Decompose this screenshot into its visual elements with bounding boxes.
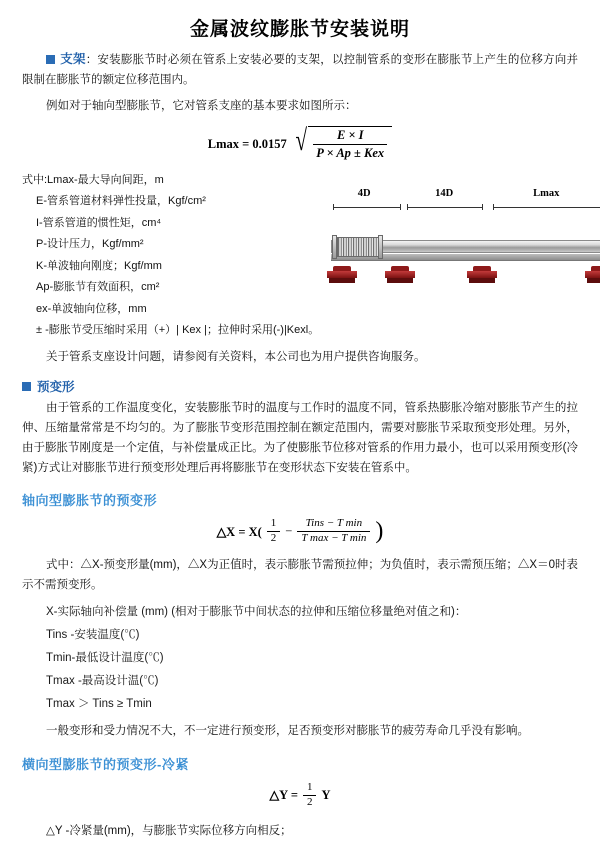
lateral-formula-lhs: △Y = xyxy=(269,788,298,803)
lmax-formula-numerator: E × I xyxy=(313,127,387,145)
axial-formula-half: $\frac{1}{2}$ xyxy=(267,517,281,546)
legend-and-diagram-row xyxy=(22,170,578,342)
predeform-section-para1: 由于管系的工作温度变化，安装膨胀节时的温度与工作时的温度不同，管系热膨胀冷缩对膨胀节产生的拉伸、压缩量常常是不均匀的。为了膨胀节变形范围控制在额定范围内，需要对膨胀节采取预变形处理。另外，由于膨胀节刚度是一个定值，与补偿量成正比。为了使膨胀节位移对管系的作用力最小，也可以采用预变形(冷紧)方式让对膨胀节进行预变形处理后再将膨胀节在变形状态下安装在管系中。 xyxy=(22,402,578,474)
diagram-label-14d: 14D xyxy=(435,188,454,200)
axial-where-para: 式中：△X-预变形量(mm)，△X为正值时，表示膨胀节需预拉伸；为负值时，表示需预压缩；△X＝0时表示不需预变形。 xyxy=(22,558,578,591)
diagram-column xyxy=(323,170,600,298)
predeform-section-heading-label: 预变形 xyxy=(37,380,75,395)
blue-square-bullet-icon xyxy=(46,55,55,64)
axial-tail-para: 一般变形和受力情况不大，不一定进行预变形，足否预变形对膨胀节的疲劳寿命几乎没有影响。 xyxy=(46,725,529,738)
legend-item: Ap-膨胀节有效面积，cm² xyxy=(36,281,160,294)
support-section-para2: 例如对于轴向型膨胀节，它对管系支座的基本要求如图所示： xyxy=(46,99,357,112)
legend-item: K-单波轴向刚度；Kgf/mm xyxy=(36,259,162,272)
legend-item: P-设计压力，Kgf/mm² xyxy=(36,238,144,251)
support-guide-2 xyxy=(467,266,497,284)
predeform-section-heading xyxy=(22,377,578,395)
axial-variable-item: Tmin-最低设计温度(℃) xyxy=(46,652,164,665)
lateral-formula-rhs: Y xyxy=(321,787,331,802)
lateral-formula-half: $\frac{1}{2}$ xyxy=(303,781,317,810)
support-section-para1: 安装膨胀节时必须在管系上安装必要的支架，以控制管系的变形在膨胀节上产生的位移方向并限制在膨胀节的额定位移范围内。 xyxy=(22,54,578,86)
axial-variable-list xyxy=(46,601,578,716)
legend-item: ± -膨胀节受压缩时采用（+）| Kex |；拉伸时采用(-)|Kexl。 xyxy=(36,324,320,337)
diagram-dim-line-lmax xyxy=(493,204,600,210)
diagram-dim-line-14d xyxy=(407,204,483,210)
bellows-end-cap-right xyxy=(378,235,383,259)
axial-formula-lhs: △X = X( xyxy=(216,524,262,539)
axial-variable-item: Tins -安装温度(℃) xyxy=(46,629,140,642)
legend-item: I-管系管道的惯性矩，cm⁴ xyxy=(36,216,162,229)
legend-list xyxy=(22,170,319,342)
blue-square-bullet-icon xyxy=(22,382,31,391)
support-section-para3: 关于管系支座设计问题，请参阅有关资料，本公司也为用户提供咨询服务。 xyxy=(46,350,426,363)
axial-formula-temp-ratio: $\frac{\text{Tins − T min}}{\text{T max − T min}}$ xyxy=(297,517,370,546)
axial-predeform-formula xyxy=(22,517,578,546)
legend-item: ex-单波轴向位移，mm xyxy=(36,302,147,315)
axial-variable-item: Tmax -最高设计温(℃) xyxy=(46,675,159,688)
axial-variable-item: Tmax ＞ Tins ≥ Tmin xyxy=(46,698,152,711)
bellows-end-cap-left xyxy=(332,235,337,259)
axial-expansion-joint-support-diagram xyxy=(323,188,600,298)
lmax-formula xyxy=(22,126,578,162)
bellows-icon xyxy=(337,237,379,257)
legend-item: 式中:Lmax-最大导向间距，m xyxy=(22,174,164,187)
support-guide-1 xyxy=(385,266,415,284)
page-title: 金属波纹膨胀节安装说明 xyxy=(189,19,410,40)
lmax-formula-lhs: Lmax = 0.0157 xyxy=(207,136,287,151)
diagram-label-4d: 4D xyxy=(357,188,371,200)
diagram-label-lmax: Lmax xyxy=(533,188,560,200)
support-guide-3 xyxy=(585,266,600,284)
diagram-dimension-labels xyxy=(323,188,600,204)
axial-subsection-heading: 轴向型膨胀节的预变形 xyxy=(22,493,158,509)
lateral-subsection-heading: 横向型膨胀节的预变形-冷紧 xyxy=(22,757,189,773)
document-page xyxy=(0,14,600,837)
axial-formula-minus: − xyxy=(285,524,293,539)
lateral-predeform-formula xyxy=(22,781,578,810)
axial-formula-rhs: ) xyxy=(375,517,384,544)
lateral-where-para: △Y -冷紧量(mm)，与膨胀节实际位移方向相反； xyxy=(46,824,292,837)
support-section-heading: 支架 xyxy=(60,52,86,66)
document-body xyxy=(0,49,600,843)
legend-item: E-管系管道材料弹性投量，Kgf/cm² xyxy=(36,195,206,208)
axial-variable-item: X-实际轴向补偿量 (mm) (相对于膨胀节中间状态的拉伸和压缩位移量绝对值之和)： xyxy=(46,606,467,619)
diagram-dim-line-4d xyxy=(333,204,401,210)
support-section-intro: 支架：安装膨胀节时必须在管系上安装必要的支架，以控制管系的变形在膨胀节上产生的位移方向并限制在膨胀节的额定位移范围内。 xyxy=(22,52,578,86)
support-anchor xyxy=(327,266,357,284)
lmax-formula-denominator: P × Ap ± Kex xyxy=(316,146,385,161)
square-root-icon: √ $\frac{E \times I}{\text{P × Ap ± Kex}}$ xyxy=(293,126,392,162)
diagram-pipe-assembly xyxy=(323,218,600,284)
